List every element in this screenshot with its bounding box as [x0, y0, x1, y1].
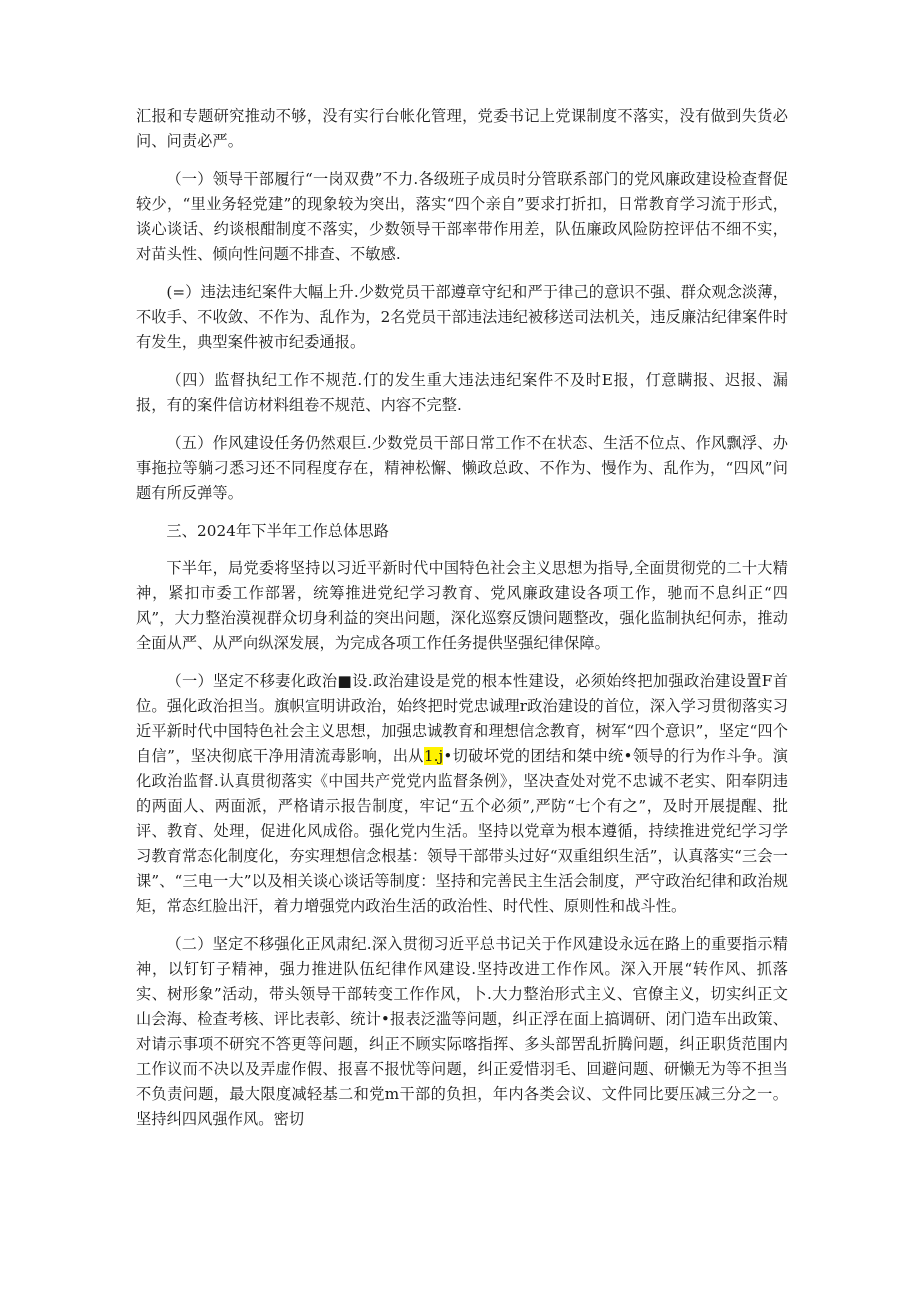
paragraph-text-before-highlight: （一）坚定不移妻化政治■设.政治建设是党的根本性建设，必须始终把加强政治建设置F首位。强化政治担当。旗帜宣明讲政治，始终把时党忠诚理r政治建设的首位，深入学习贯彻落实习近平新时代中国特色社会主义思想，加强忠诚教育和理想信念教育，树军“四个意识”，坚定“四个自信”，坚决彻底干净用清流毒影响，出从	[136, 672, 788, 765]
paragraph-political-construction	[136, 669, 788, 919]
highlighted-text: 1.j	[423, 747, 444, 765]
paragraph-discipline: （二）坚定不移强化正风肃纪.深入贯彻习近平总书记关于作风建设永远在路上的重要指示精神，以钉钉子精神，强力推进队伍纪律作风建设.坚持改进工作作风。深入开展“转作风、抓落实、树形象”活动，带头领导干部转变工作作风，卜.大力整治形式主义、官僚主义，切实纠正文山会海、检查考核、评比表彰、统计•报表泛滥等问题，纠正浮在面上搞调研、闭门造车出政策、对请示事项不研究不答更等问题，纠正不顾实际喀指挥、多头部罟乱折腾问题，纠正职货范围内工作议而不决以及弄虚作假、报喜不报忧等问题，纠正爱惜羽毛、回避问题、研懒无为等不担当不负责问题，最大限度减轻基二和党m干部的负担，年内各类会议、文件同比要压减三分之一。坚持纠四风强作风。密切	[136, 935, 788, 1128]
paragraph-issue-1: （一）领导干部履行“一岗双费”不力.各级班子成员时分管联系部门的党风廉政建设检查督促较少，“里业务轻党建”的现象较为突出，落实“四个亲自”要求打折扣，日常教育学习流于形式，谈心谈话、约谈根酣制度不落实，少数领导干部率带作用差，队伍廉政风险防控评估不细不实，对苗头性、倾向性问题不排查、不敏感.	[136, 170, 788, 263]
section-heading: 三、2024年下半年工作总体思路	[166, 522, 389, 540]
document-page	[136, 104, 788, 1145]
paragraph-continuation: 汇报和专题研究推动不够，没有实行台帐化管理，党委书记上党课制度不落实，没有做到失货必问、问责必严。	[136, 107, 788, 150]
paragraph-issue-4: （四）监督执纪工作不规范.仃的发生重大违法违纪案件不及时E报，仃意瞒报、迟报、漏报，有的案件信访材料组卷不规范、内容不完整.	[136, 371, 788, 414]
paragraph-issue-2: (=）违法违纪案件大幅上升.少数党员干部遵章守纪和严于律己的意识不强、群众观念淡薄，不收手、不收敛、不作为、乱作为，2名党员干部违法违纪被移送司法机关，违反廉沽纪律案件时有发生，典型案件被市纪委通报。	[136, 283, 788, 351]
paragraph-issue-5: （五）作风建设任务仍然艰巨.少数党员干部日常工作不在状态、生活不位点、作风飘浮、办事拖拉等躺刁悉习还不同程度存在，精神松懈、懒政总政、不作为、慢作为、乱作为，“四风”问题有所反弹等。	[136, 434, 788, 502]
paragraph-overview: 下半年，局党委将坚持以习近平新时代中国特色社会主义思想为指导,全面贯彻党的二十大精神，紧扣市委工作部署，统筹推进党纪学习教育、党风廉政建设各项工作，驰而不息纠正“四风”，大力整治漠视群众切身利益的突出问题，深化巡察反馈问题整改，强化监制执纪何赤，推动全面从严、从严向纵深发展，为完成各项工作任务提供坚强纪律保障。	[136, 559, 788, 652]
paragraph-text-after-highlight: •切破坏党的团结和桀中统•领导的行为作斗争。演化政治监督.认真贯彻落实《中国共产党党内监督条例》，坚决查处对党不忠诚不老实、阳奉阴违的两面人、两面派，严格请示报告制度，牢记“五个必须”,严防“七个有之”，及时开展提醒、批评、教育、处理，促进化风成俗。强化党内生活。坚持以党章为根本遵循，持续推进党纪学习学习教育常态化制度化，夯实理想信念根基：领导干部带头过好“双重组织生活”，认真落实“三会一课”、“三电一大”以及相关谈心谈话等制度：坚持和完善民主生活会制度，严守政治纪律和政治规矩，常态红脸出汗，着力增强党内政治生活的政治性、时代性、原则性和战斗性。	[136, 747, 788, 915]
